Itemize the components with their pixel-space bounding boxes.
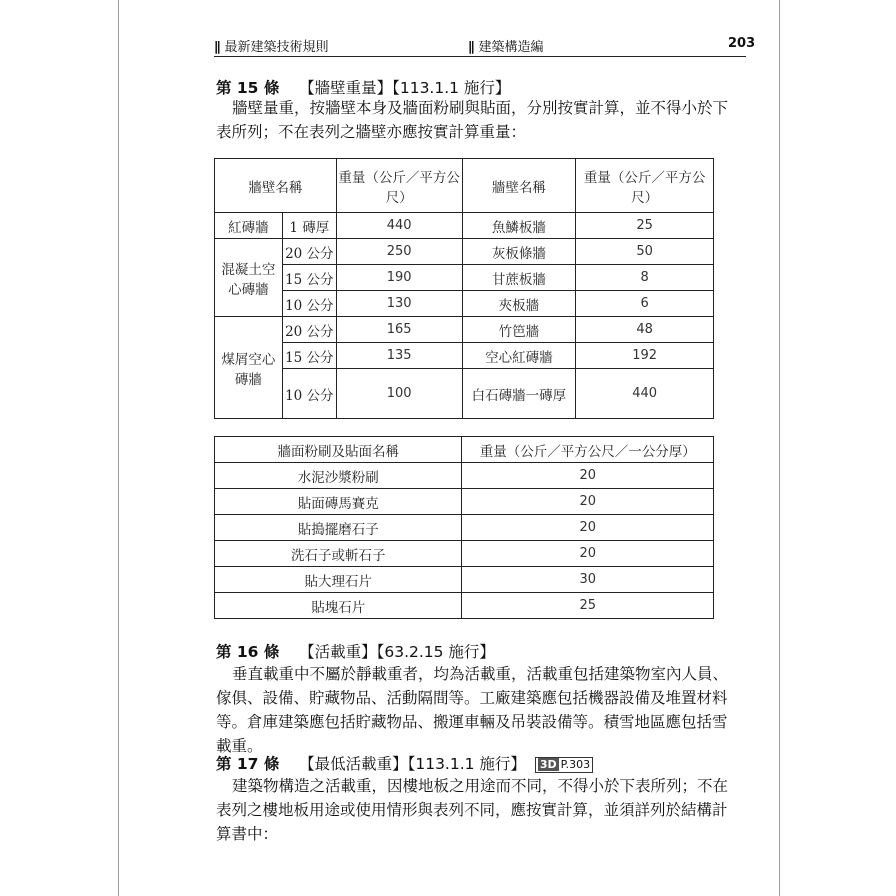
article-number: 第 15 條 — [216, 79, 280, 97]
article-title: 【最低活載重】【113.1.1 施行】 — [299, 755, 526, 773]
table-row: 洗石子或斬石子 20 — [215, 541, 714, 567]
article-15-body: 牆壁量重，按牆壁本身及牆面粉刷與貼面，分別按實計算，並不得小於下表所列；不在表列之牆壁亦應按實計算重量： — [216, 99, 729, 141]
table-row: 貼大理石片 30 — [215, 567, 714, 593]
header-finish-weight: 重量（公斤／平方公尺／一公分厚） — [462, 437, 714, 463]
table-row: 混凝土空心磚牆 20 公分 250 灰板條牆 50 — [215, 239, 714, 265]
table-row: 貼塊石片 25 — [215, 593, 714, 619]
article-17-body: 建築物構造之活載重，因樓地板之用途而不同，不得小於下表所列；不在表列之樓地板用途或使用情形與表列不同，應按實計算，並須詳列於結構計算書中： — [216, 777, 729, 843]
header-finish-name: 牆面粉刷及貼面名稱 — [215, 437, 462, 463]
table-row: 煤屑空心磚牆 20 公分 165 竹笆牆 48 — [215, 317, 714, 343]
header-wall-name-left: 牆壁名稱 — [215, 159, 337, 213]
article-17-heading — [216, 752, 593, 774]
3d-page-reference: 3D P.303 — [535, 757, 593, 773]
article-15-heading — [216, 76, 510, 98]
table-row: 10 公分 100 白石磚牆一磚厚 440 — [215, 369, 714, 419]
article-number: 第 16 條 — [216, 643, 280, 661]
table-row: 貼面磚馬賽克 20 — [215, 489, 714, 515]
table-row: 15 公分 135 空心紅磚牆 192 — [215, 343, 714, 369]
header-wall-name-right: 牆壁名稱 — [462, 159, 576, 213]
article-16-body: 垂直載重中不屬於靜載重者，均為活載重，活載重包括建築物室內人員、傢俱、設備、貯藏物品、活動隔間等。工廠建築應包括機器設備及堆置材料等。倉庫建築應包括貯藏物品、搬運車輛及吊裝設備等。積雪地區應包括雪載重。 — [216, 665, 729, 755]
article-title: 【活載重】【63.2.15 施行】 — [299, 643, 495, 661]
table-row: 水泥沙漿粉刷 20 — [215, 463, 714, 489]
table-row: 15 公分 190 甘蔗板牆 8 — [215, 265, 714, 291]
article-number: 第 17 條 — [216, 755, 280, 773]
header-weight-right: 重量（公斤／平方公尺） — [576, 159, 714, 213]
header-weight-left: 重量（公斤／平方公尺） — [336, 159, 462, 213]
header-book-title: ∥ 最新建築技術規則 — [214, 40, 329, 55]
page-number: 203 — [728, 36, 756, 51]
article-title: 【牆壁重量】【113.1.1 施行】 — [299, 79, 511, 97]
finish-weight-table — [214, 436, 714, 619]
wall-weight-table — [214, 158, 714, 419]
table-row: 紅磚牆 1 磚厚 440 魚鱗板牆 25 — [215, 213, 714, 239]
table-row: 10 公分 130 夾板牆 6 — [215, 291, 714, 317]
table-row: 貼搗擺磨石子 20 — [215, 515, 714, 541]
header-section: ∥ 建築構造編 — [468, 40, 544, 55]
header-rule — [214, 56, 746, 57]
article-16-heading — [216, 640, 495, 662]
